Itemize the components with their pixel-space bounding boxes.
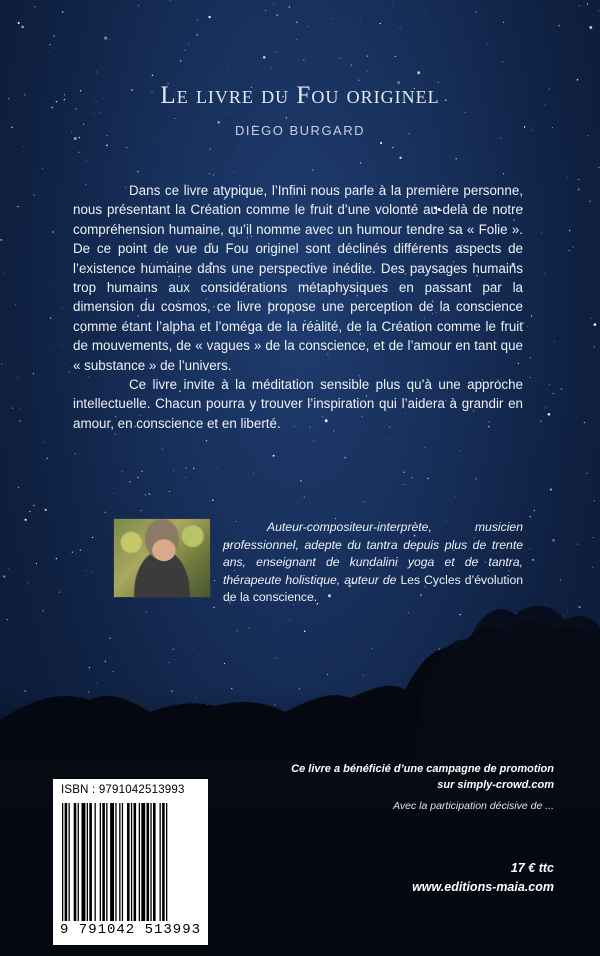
author-name: DIEGO BURGARD xyxy=(234,123,365,138)
barcode xyxy=(62,803,202,921)
promo-line: Ce livre a bénéficié d’une campagne de promotion xyxy=(291,763,554,775)
blurb-paragraph: Dans ce livre atypique, l’Infini nous parle à la première personne, nous présentant la Création comme le fruit d’une volonté au-delà de notre compréhension humaine, qu’il nomme avec un humour tendre sa « Folie ». De ce point de vue du Fou originel sont déclinés différents aspects de l’existence humaine dans une perspective inédite. Des paysages humains trop humains aux considérations métaphysiques en passant par la dimension du cosmos, ce livre propose une perception de la conscience comme étant l’alpha et l’oméga de la réalité, de la Création comme le fruit de mouvements, de « vagues » de la conscience, et de l’amour en tant que « substance » de l’univers. xyxy=(73,183,523,373)
book-title: Le livre du Fou originel xyxy=(160,82,440,109)
publisher-website: www.editions-maia.com xyxy=(412,880,554,894)
participation-note: Avec la participation décisive de ... xyxy=(393,800,554,812)
bio-text: Auteur-compositeur-interprète, musicien professionnel, adepte du tantra depuis plus de trente ans, enseignant de kundalini yoga et de tantra, thérapeute holistique, auteur de xyxy=(223,520,523,587)
price: 17 € ttc xyxy=(510,861,554,875)
bio-book-title: Les Cycles d’évolution de la conscience. xyxy=(223,572,524,605)
isbn-label: ISBN : 9791042513993 xyxy=(61,784,185,796)
author-bio xyxy=(223,519,523,607)
blurb xyxy=(73,181,523,433)
isbn-barcode-box xyxy=(53,779,208,945)
promo-note xyxy=(291,762,554,793)
blurb-paragraph: Ce livre invite à la méditation sensible plus qu’à une approche intellectuelle. Chacun pourra y trouver l’inspiration qui l’aidera à grandir en amour, en conscience et en liberté. xyxy=(73,377,523,431)
promo-line: sur simply-crowd.com xyxy=(437,778,554,791)
isbn-digits: 9 791042 513993 xyxy=(59,922,202,938)
author-photo xyxy=(113,518,211,598)
